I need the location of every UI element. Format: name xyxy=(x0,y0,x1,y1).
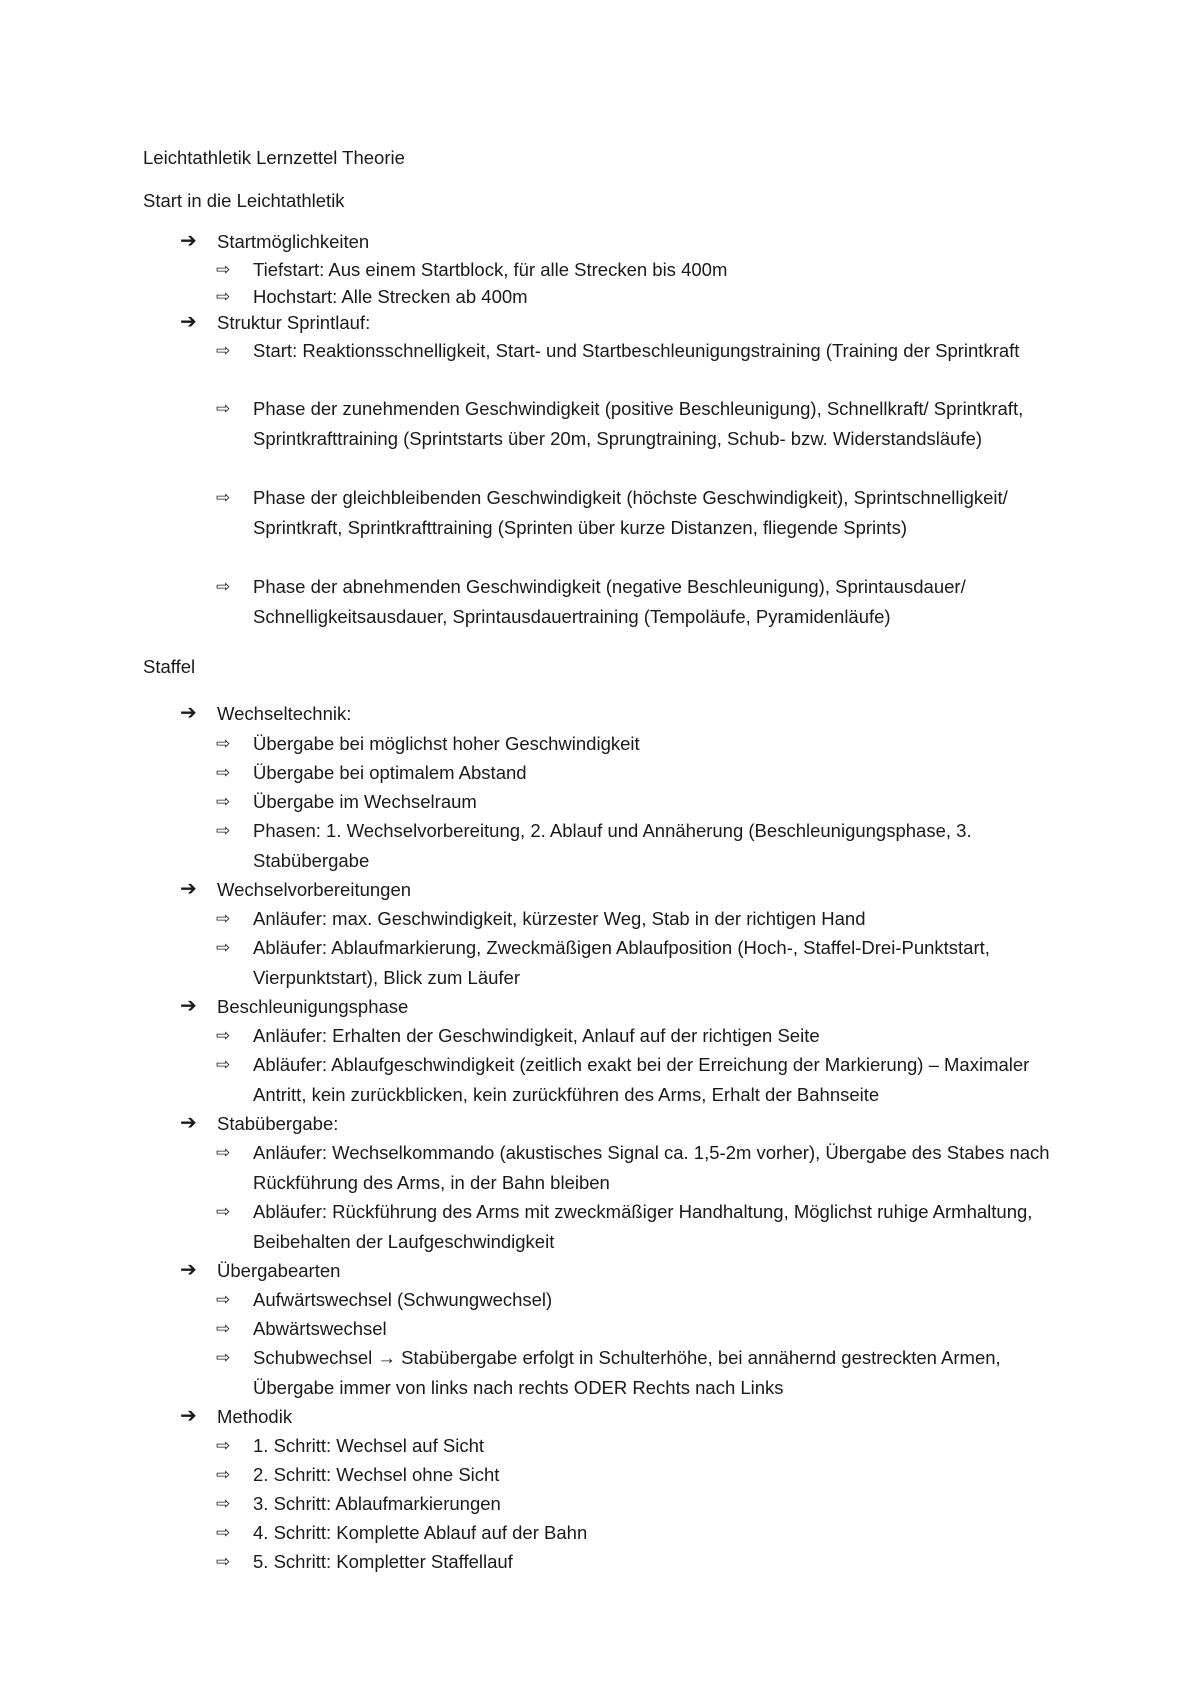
arrow-right-icon: ➔ xyxy=(180,311,197,333)
item-text: Abläufer: Ablaufmarkierung, Zweckmäßigen Ablaufposition (Hoch-, Staffel-Drei-Punktstart, Vierpunktstart), Blick zum Läufer xyxy=(253,937,990,988)
group-label: Beschleunigungsphase xyxy=(217,996,409,1017)
item-text: Hochstart: Alle Strecken ab 400m xyxy=(253,286,528,307)
item-text: Schubwechsel → Stabübergabe erfolgt in Schulterhöhe, bei annähernd gestreckten Armen, Übergabe immer von links nach rechts ODER Rechts nach Links xyxy=(253,1347,1001,1398)
arrow-right-icon: ➔ xyxy=(180,702,197,724)
group-label: Startmöglichkeiten xyxy=(217,231,370,252)
section-heading-staffel: Staffel xyxy=(143,656,196,677)
outline-arrow-icon: ⇨ xyxy=(216,938,231,957)
outline-arrow-icon: ⇨ xyxy=(216,1465,231,1484)
item-text: Anläufer: Erhalten der Geschwindigkeit, Anlauf auf der richtigen Seite xyxy=(253,1025,820,1046)
item-text: Übergabe bei möglichst hoher Geschwindigkeit xyxy=(253,733,640,754)
item-text: Phase der zunehmenden Geschwindigkeit (positive Beschleunigung), Schnellkraft/ Sprintkraft, Sprintkrafttraining (Sprintstarts über 20m, Sprungtraining, Schub- bzw. Widerstandsläufe) xyxy=(253,398,1024,449)
outline-arrow-icon: ⇨ xyxy=(216,1552,231,1571)
item-text: Phase der abnehmenden Geschwindigkeit (negative Beschleunigung), Sprintausdauer/ Schnelligkeitsausdauer, Sprintausdauertraining (Tempoläufe, Pyramidenläufe) xyxy=(253,576,966,627)
outline-arrow-icon: ⇨ xyxy=(216,1319,231,1338)
outline-arrow-icon: ⇨ xyxy=(216,1143,231,1162)
arrow-right-icon: ➔ xyxy=(180,1112,197,1134)
outline-arrow-icon: ⇨ xyxy=(216,1202,231,1221)
outline-arrow-icon: ⇨ xyxy=(216,1436,231,1455)
item-text: Anläufer: Wechselkommando (akustisches Signal ca. 1,5-2m vorher), Übergabe des Stabes nach Rückführung des Arms, in der Bahn bleiben xyxy=(253,1142,1050,1193)
section-heading-start: Start in die Leichtathletik xyxy=(143,190,345,211)
arrow-right-icon: ➔ xyxy=(180,230,197,252)
item-text: Aufwärtswechsel (Schwungwechsel) xyxy=(253,1289,553,1310)
item-text: Abläufer: Rückführung des Arms mit zweckmäßiger Handhaltung, Möglichst ruhige Armhaltung, Beibehalten der Laufgeschwindigkeit xyxy=(253,1201,1033,1252)
outline-arrow-icon: ⇨ xyxy=(216,763,231,782)
group-label: Struktur Sprintlauf: xyxy=(217,312,371,333)
outline-arrow-icon: ⇨ xyxy=(216,1026,231,1045)
item-text: Tiefstart: Aus einem Startblock, für alle Strecken bis 400m xyxy=(253,259,728,280)
outline-arrow-icon: ⇨ xyxy=(216,1494,231,1513)
group-label: Stabübergabe: xyxy=(217,1113,339,1134)
arrow-right-icon: ➔ xyxy=(180,995,197,1017)
outline-arrow-icon: ⇨ xyxy=(216,1290,231,1309)
group-label: Wechselvorbereitungen xyxy=(217,879,412,900)
arrow-right-icon: ➔ xyxy=(180,1259,197,1281)
outline-arrow-icon: ⇨ xyxy=(216,577,231,596)
item-text: 3. Schritt: Ablaufmarkierungen xyxy=(253,1493,501,1514)
outline-arrow-icon: ⇨ xyxy=(216,734,231,753)
item-text: Anläufer: max. Geschwindigkeit, kürzester Weg, Stab in der richtigen Hand xyxy=(253,908,866,929)
outline-arrow-icon: ⇨ xyxy=(216,1348,231,1367)
item-text: 5. Schritt: Kompletter Staffellauf xyxy=(253,1551,513,1572)
outline-arrow-icon: ⇨ xyxy=(216,260,231,279)
item-text: Abwärtswechsel xyxy=(253,1318,387,1339)
outline-arrow-icon: ⇨ xyxy=(216,1055,231,1074)
group-label: Methodik xyxy=(217,1406,293,1427)
item-text: Abläufer: Ablaufgeschwindigkeit (zeitlich exakt bei der Erreichung der Markierung) – Maximaler Antritt, kein zurückblicken, kein zurückführen des Arms, Erhalt der Bahnseite xyxy=(253,1054,1030,1105)
outline-arrow-icon: ⇨ xyxy=(216,792,231,811)
outline-arrow-icon: ⇨ xyxy=(216,1523,231,1542)
outline-arrow-icon: ⇨ xyxy=(216,821,231,840)
outline-arrow-icon: ⇨ xyxy=(216,488,231,507)
item-text: 1. Schritt: Wechsel auf Sicht xyxy=(253,1435,485,1456)
outline-arrow-icon: ⇨ xyxy=(216,399,231,418)
item-text: 2. Schritt: Wechsel ohne Sicht xyxy=(253,1464,500,1485)
item-text: Phase der gleichbleibenden Geschwindigkeit (höchste Geschwindigkeit), Sprintschnelligkeit/ Sprintkraft, Sprintkrafttraining (Sprinten über kurze Distanzen, fliegende Sprints) xyxy=(253,487,1008,538)
item-text: Start: Reaktionsschnelligkeit, Start- und Startbeschleunigungstraining (Training der Sprintkraft xyxy=(253,340,1020,361)
item-text: Übergabe im Wechselraum xyxy=(253,791,477,812)
outline-arrow-icon: ⇨ xyxy=(216,909,231,928)
group-label: Wechseltechnik: xyxy=(217,703,352,724)
document-title: Leichtathletik Lernzettel Theorie xyxy=(143,147,405,168)
outline-arrow-icon: ⇨ xyxy=(216,287,231,306)
arrow-right-icon: ➔ xyxy=(180,878,197,900)
arrow-right-icon: ➔ xyxy=(180,1405,197,1427)
group-label: Übergabearten xyxy=(217,1260,341,1281)
item-text: 4. Schritt: Komplette Ablauf auf der Bahn xyxy=(253,1522,588,1543)
item-text: Phasen: 1. Wechselvorbereitung, 2. Ablauf und Annäherung (Beschleunigungsphase, 3. Stabübergabe xyxy=(253,820,972,871)
outline-arrow-icon: ⇨ xyxy=(216,341,231,360)
item-text: Übergabe bei optimalem Abstand xyxy=(253,762,527,783)
